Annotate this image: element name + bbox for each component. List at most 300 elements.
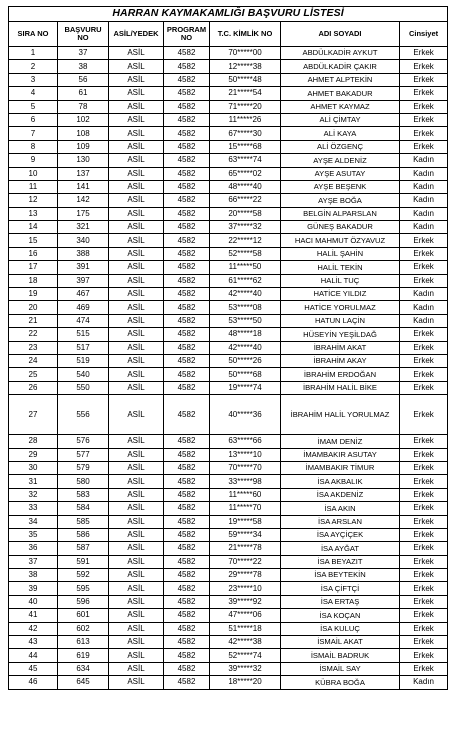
cell-cins: Erkek <box>400 127 448 140</box>
cell-tc: 11*****70 <box>210 502 281 515</box>
cell-cins: Erkek <box>400 261 448 274</box>
cell-program: 4582 <box>164 395 210 435</box>
cell-asil: ASİL <box>109 234 164 247</box>
applicant-table <box>8 6 448 690</box>
cell-ad: GÜNEŞ BAKADUR <box>281 221 400 234</box>
cell-ad: ABDÜLKADİR AYKUT <box>281 47 400 60</box>
cell-program: 4582 <box>164 341 210 354</box>
cell-tc: 15*****68 <box>210 140 281 153</box>
table-row <box>9 475 448 488</box>
cell-tc: 53*****50 <box>210 314 281 327</box>
cell-ad: İSA KOÇAN <box>281 609 400 622</box>
cell-program: 4582 <box>164 140 210 153</box>
cell-sira: 4 <box>9 87 58 100</box>
cell-sira: 18 <box>9 274 58 287</box>
cell-basvuru: 38 <box>58 60 109 73</box>
cell-tc: 48*****18 <box>210 328 281 341</box>
cell-tc: 20*****58 <box>210 207 281 220</box>
cell-ad: İSA ÇİFTÇİ <box>281 582 400 595</box>
cell-sira: 23 <box>9 341 58 354</box>
cell-tc: 18*****20 <box>210 676 281 689</box>
cell-ad: İSA BEYTEKİN <box>281 569 400 582</box>
cell-tc: 71*****20 <box>210 100 281 113</box>
cell-program: 4582 <box>164 662 210 675</box>
cell-asil: ASİL <box>109 207 164 220</box>
cell-program: 4582 <box>164 555 210 568</box>
cell-sira: 2 <box>9 60 58 73</box>
cell-ad: İBRAHİM HALİL BİKE <box>281 381 400 394</box>
cell-program: 4582 <box>164 154 210 167</box>
cell-tc: 59*****34 <box>210 528 281 541</box>
cell-program: 4582 <box>164 609 210 622</box>
cell-tc: 40*****36 <box>210 395 281 435</box>
cell-tc: 53*****08 <box>210 301 281 314</box>
cell-ad: İSA AKDENİZ <box>281 488 400 501</box>
table-row <box>9 194 448 207</box>
cell-program: 4582 <box>164 622 210 635</box>
cell-asil: ASİL <box>109 341 164 354</box>
cell-ad: İMAMBAKIR TİMUR <box>281 461 400 474</box>
cell-asil: ASİL <box>109 314 164 327</box>
cell-cins: Erkek <box>400 649 448 662</box>
cell-cins: Kadın <box>400 288 448 301</box>
cell-program: 4582 <box>164 582 210 595</box>
cell-basvuru: 515 <box>58 328 109 341</box>
col-header-cins: Cinsiyet <box>400 22 448 47</box>
cell-ad: İMAM DENİZ <box>281 435 400 448</box>
cell-basvuru: 137 <box>58 167 109 180</box>
cell-cins: Erkek <box>400 582 448 595</box>
table-row <box>9 502 448 515</box>
cell-basvuru: 619 <box>58 649 109 662</box>
cell-asil: ASİL <box>109 100 164 113</box>
cell-sira: 33 <box>9 502 58 515</box>
cell-sira: 39 <box>9 582 58 595</box>
cell-program: 4582 <box>164 261 210 274</box>
cell-program: 4582 <box>164 167 210 180</box>
cell-sira: 3 <box>9 73 58 86</box>
cell-basvuru: 340 <box>58 234 109 247</box>
table-row <box>9 261 448 274</box>
cell-cins: Erkek <box>400 435 448 448</box>
cell-basvuru: 613 <box>58 636 109 649</box>
table-row <box>9 234 448 247</box>
cell-asil: ASİL <box>109 609 164 622</box>
cell-sira: 19 <box>9 288 58 301</box>
cell-tc: 33*****98 <box>210 475 281 488</box>
cell-ad: AHMET BAKADUR <box>281 87 400 100</box>
cell-asil: ASİL <box>109 354 164 367</box>
table-row <box>9 622 448 635</box>
cell-program: 4582 <box>164 194 210 207</box>
cell-basvuru: 61 <box>58 87 109 100</box>
cell-asil: ASİL <box>109 649 164 662</box>
col-header-ad: ADI SOYADI <box>281 22 400 47</box>
table-row <box>9 154 448 167</box>
cell-basvuru: 579 <box>58 461 109 474</box>
cell-sira: 37 <box>9 555 58 568</box>
cell-tc: 42*****40 <box>210 288 281 301</box>
cell-tc: 63*****74 <box>210 154 281 167</box>
cell-basvuru: 391 <box>58 261 109 274</box>
cell-cins: Erkek <box>400 488 448 501</box>
cell-asil: ASİL <box>109 448 164 461</box>
cell-asil: ASİL <box>109 194 164 207</box>
cell-asil: ASİL <box>109 221 164 234</box>
cell-cins: Erkek <box>400 113 448 126</box>
cell-cins: Erkek <box>400 395 448 435</box>
col-header-sira: SIRA NO <box>9 22 58 47</box>
col-header-basvuru: BAŞVURU NO <box>58 22 109 47</box>
cell-cins: Erkek <box>400 622 448 635</box>
cell-basvuru: 601 <box>58 609 109 622</box>
cell-asil: ASİL <box>109 73 164 86</box>
cell-ad: HACI MAHMUT ÖZYAVUZ <box>281 234 400 247</box>
cell-ad: İSA AYĞAT <box>281 542 400 555</box>
cell-sira: 41 <box>9 609 58 622</box>
cell-tc: 29*****78 <box>210 569 281 582</box>
cell-cins: Erkek <box>400 87 448 100</box>
table-row <box>9 100 448 113</box>
cell-tc: 47*****06 <box>210 609 281 622</box>
cell-asil: ASİL <box>109 475 164 488</box>
cell-sira: 8 <box>9 140 58 153</box>
table-row <box>9 676 448 689</box>
cell-ad: AHMET ALPTEKİN <box>281 73 400 86</box>
table-row <box>9 73 448 86</box>
cell-ad: BELGİN ALPARSLAN <box>281 207 400 220</box>
cell-tc: 42*****38 <box>210 636 281 649</box>
cell-tc: 23*****10 <box>210 582 281 595</box>
cell-tc: 22*****12 <box>210 234 281 247</box>
cell-ad: İBRAHİM AKAY <box>281 354 400 367</box>
cell-tc: 42*****40 <box>210 341 281 354</box>
cell-program: 4582 <box>164 488 210 501</box>
cell-basvuru: 37 <box>58 47 109 60</box>
cell-program: 4582 <box>164 247 210 260</box>
cell-sira: 20 <box>9 301 58 314</box>
cell-ad: HALİL TEKİN <box>281 261 400 274</box>
cell-basvuru: 645 <box>58 676 109 689</box>
cell-ad: HALİL ŞAHİN <box>281 247 400 260</box>
cell-cins: Erkek <box>400 448 448 461</box>
cell-sira: 21 <box>9 314 58 327</box>
cell-cins: Kadın <box>400 180 448 193</box>
cell-tc: 52*****74 <box>210 649 281 662</box>
table-row <box>9 435 448 448</box>
table-row <box>9 569 448 582</box>
header-row <box>9 22 448 47</box>
applicant-list-sheet <box>8 6 447 690</box>
cell-cins: Erkek <box>400 140 448 153</box>
cell-tc: 70*****70 <box>210 461 281 474</box>
cell-basvuru: 519 <box>58 354 109 367</box>
cell-cins: Kadın <box>400 301 448 314</box>
cell-asil: ASİL <box>109 461 164 474</box>
cell-program: 4582 <box>164 515 210 528</box>
cell-program: 4582 <box>164 569 210 582</box>
cell-sira: 5 <box>9 100 58 113</box>
cell-asil: ASİL <box>109 47 164 60</box>
table-row <box>9 140 448 153</box>
cell-tc: 37*****32 <box>210 221 281 234</box>
cell-cins: Kadın <box>400 154 448 167</box>
cell-basvuru: 108 <box>58 127 109 140</box>
table-row <box>9 488 448 501</box>
cell-cins: Erkek <box>400 341 448 354</box>
cell-sira: 26 <box>9 381 58 394</box>
cell-cins: Erkek <box>400 461 448 474</box>
cell-program: 4582 <box>164 368 210 381</box>
cell-sira: 34 <box>9 515 58 528</box>
table-row <box>9 515 448 528</box>
cell-asil: ASİL <box>109 328 164 341</box>
cell-program: 4582 <box>164 542 210 555</box>
cell-sira: 46 <box>9 676 58 689</box>
cell-ad: İBRAHİM HALİL YORULMAZ <box>281 395 400 435</box>
cell-ad: AYŞE BEŞENK <box>281 180 400 193</box>
cell-sira: 38 <box>9 569 58 582</box>
cell-asil: ASİL <box>109 87 164 100</box>
table-row <box>9 180 448 193</box>
col-header-tc: T.C. KİMLİK NO <box>210 22 281 47</box>
table-row <box>9 301 448 314</box>
cell-ad: HATUN LAÇİN <box>281 314 400 327</box>
cell-basvuru: 102 <box>58 113 109 126</box>
cell-tc: 66*****22 <box>210 194 281 207</box>
cell-basvuru: 130 <box>58 154 109 167</box>
cell-program: 4582 <box>164 595 210 608</box>
cell-ad: HATİCE YORULMAZ <box>281 301 400 314</box>
col-header-asil: ASİL/YEDEK <box>109 22 164 47</box>
cell-basvuru: 592 <box>58 569 109 582</box>
cell-ad: İSA AKIN <box>281 502 400 515</box>
cell-sira: 43 <box>9 636 58 649</box>
table-row <box>9 47 448 60</box>
table-row <box>9 368 448 381</box>
cell-sira: 6 <box>9 113 58 126</box>
cell-program: 4582 <box>164 354 210 367</box>
cell-program: 4582 <box>164 73 210 86</box>
cell-sira: 9 <box>9 154 58 167</box>
cell-ad: İSA ARSLAN <box>281 515 400 528</box>
cell-program: 4582 <box>164 314 210 327</box>
cell-asil: ASİL <box>109 435 164 448</box>
cell-basvuru: 467 <box>58 288 109 301</box>
cell-program: 4582 <box>164 113 210 126</box>
cell-asil: ASİL <box>109 261 164 274</box>
cell-cins: Erkek <box>400 475 448 488</box>
cell-tc: 70*****00 <box>210 47 281 60</box>
table-row <box>9 555 448 568</box>
table-row <box>9 595 448 608</box>
table-row <box>9 582 448 595</box>
cell-sira: 28 <box>9 435 58 448</box>
cell-ad: İSA BEYAZIT <box>281 555 400 568</box>
table-row <box>9 461 448 474</box>
cell-basvuru: 175 <box>58 207 109 220</box>
cell-basvuru: 78 <box>58 100 109 113</box>
cell-basvuru: 556 <box>58 395 109 435</box>
cell-tc: 12*****38 <box>210 60 281 73</box>
cell-tc: 67*****30 <box>210 127 281 140</box>
cell-sira: 35 <box>9 528 58 541</box>
cell-basvuru: 469 <box>58 301 109 314</box>
cell-asil: ASİL <box>109 127 164 140</box>
table-row <box>9 274 448 287</box>
cell-program: 4582 <box>164 636 210 649</box>
cell-sira: 40 <box>9 595 58 608</box>
cell-ad: İSA AKBALIK <box>281 475 400 488</box>
cell-asil: ASİL <box>109 502 164 515</box>
cell-ad: İMAMBAKIR ASUTAY <box>281 448 400 461</box>
cell-asil: ASİL <box>109 622 164 635</box>
cell-program: 4582 <box>164 301 210 314</box>
cell-program: 4582 <box>164 328 210 341</box>
cell-cins: Erkek <box>400 247 448 260</box>
cell-cins: Erkek <box>400 662 448 675</box>
cell-sira: 7 <box>9 127 58 140</box>
cell-cins: Erkek <box>400 234 448 247</box>
cell-asil: ASİL <box>109 288 164 301</box>
cell-tc: 51*****18 <box>210 622 281 635</box>
cell-cins: Erkek <box>400 100 448 113</box>
cell-asil: ASİL <box>109 636 164 649</box>
cell-ad: AYŞE ALDENİZ <box>281 154 400 167</box>
cell-cins: Kadın <box>400 207 448 220</box>
cell-sira: 30 <box>9 461 58 474</box>
cell-basvuru: 517 <box>58 341 109 354</box>
cell-sira: 29 <box>9 448 58 461</box>
cell-tc: 19*****58 <box>210 515 281 528</box>
cell-asil: ASİL <box>109 662 164 675</box>
cell-cins: Kadın <box>400 167 448 180</box>
cell-sira: 24 <box>9 354 58 367</box>
cell-basvuru: 142 <box>58 194 109 207</box>
cell-tc: 50*****26 <box>210 354 281 367</box>
table-row <box>9 247 448 260</box>
cell-sira: 15 <box>9 234 58 247</box>
cell-sira: 13 <box>9 207 58 220</box>
cell-sira: 12 <box>9 194 58 207</box>
cell-basvuru: 583 <box>58 488 109 501</box>
cell-cins: Erkek <box>400 515 448 528</box>
cell-program: 4582 <box>164 435 210 448</box>
cell-asil: ASİL <box>109 247 164 260</box>
cell-basvuru: 591 <box>58 555 109 568</box>
cell-ad: KÜBRA BOĞA <box>281 676 400 689</box>
table-row <box>9 167 448 180</box>
list-title: HARRAN KAYMAKAMLIĞI BAŞVURU LİSTESİ <box>9 7 448 22</box>
cell-asil: ASİL <box>109 515 164 528</box>
table-row <box>9 354 448 367</box>
cell-basvuru: 56 <box>58 73 109 86</box>
cell-basvuru: 576 <box>58 435 109 448</box>
cell-program: 4582 <box>164 47 210 60</box>
cell-basvuru: 586 <box>58 528 109 541</box>
table-row <box>9 60 448 73</box>
cell-ad: AYŞE ASUTAY <box>281 167 400 180</box>
cell-sira: 16 <box>9 247 58 260</box>
cell-ad: ALİ KAYA <box>281 127 400 140</box>
cell-tc: 61*****62 <box>210 274 281 287</box>
cell-ad: ABDÜLKADİR ÇAKIR <box>281 60 400 73</box>
cell-asil: ASİL <box>109 381 164 394</box>
cell-cins: Erkek <box>400 542 448 555</box>
cell-cins: Erkek <box>400 569 448 582</box>
cell-ad: ALİ ÖZGENÇ <box>281 140 400 153</box>
cell-sira: 27 <box>9 395 58 435</box>
cell-cins: Kadın <box>400 194 448 207</box>
cell-ad: İSMAİL AKAT <box>281 636 400 649</box>
cell-asil: ASİL <box>109 113 164 126</box>
table-row <box>9 528 448 541</box>
cell-cins: Erkek <box>400 274 448 287</box>
cell-basvuru: 577 <box>58 448 109 461</box>
cell-basvuru: 109 <box>58 140 109 153</box>
cell-ad: İSA ERTAŞ <box>281 595 400 608</box>
cell-basvuru: 602 <box>58 622 109 635</box>
cell-basvuru: 584 <box>58 502 109 515</box>
cell-program: 4582 <box>164 127 210 140</box>
cell-tc: 11*****50 <box>210 261 281 274</box>
cell-cins: Erkek <box>400 636 448 649</box>
cell-cins: Erkek <box>400 60 448 73</box>
table-row <box>9 207 448 220</box>
cell-cins: Erkek <box>400 528 448 541</box>
cell-tc: 52*****58 <box>210 247 281 260</box>
cell-asil: ASİL <box>109 488 164 501</box>
cell-cins: Kadın <box>400 676 448 689</box>
cell-tc: 48*****40 <box>210 180 281 193</box>
cell-tc: 39*****32 <box>210 662 281 675</box>
cell-basvuru: 634 <box>58 662 109 675</box>
cell-asil: ASİL <box>109 569 164 582</box>
cell-tc: 11*****26 <box>210 113 281 126</box>
cell-asil: ASİL <box>109 167 164 180</box>
cell-program: 4582 <box>164 649 210 662</box>
cell-program: 4582 <box>164 461 210 474</box>
cell-ad: İBRAHİM AKAT <box>281 341 400 354</box>
cell-basvuru: 587 <box>58 542 109 555</box>
cell-cins: Erkek <box>400 328 448 341</box>
cell-tc: 65*****02 <box>210 167 281 180</box>
cell-cins: Kadın <box>400 221 448 234</box>
cell-sira: 42 <box>9 622 58 635</box>
cell-program: 4582 <box>164 448 210 461</box>
cell-ad: İSMAİL BADRUK <box>281 649 400 662</box>
cell-basvuru: 596 <box>58 595 109 608</box>
cell-cins: Erkek <box>400 555 448 568</box>
cell-program: 4582 <box>164 288 210 301</box>
cell-sira: 1 <box>9 47 58 60</box>
cell-program: 4582 <box>164 100 210 113</box>
cell-asil: ASİL <box>109 180 164 193</box>
cell-basvuru: 388 <box>58 247 109 260</box>
cell-basvuru: 580 <box>58 475 109 488</box>
cell-basvuru: 474 <box>58 314 109 327</box>
table-row <box>9 542 448 555</box>
cell-program: 4582 <box>164 475 210 488</box>
cell-program: 4582 <box>164 180 210 193</box>
cell-basvuru: 585 <box>58 515 109 528</box>
cell-sira: 31 <box>9 475 58 488</box>
cell-program: 4582 <box>164 676 210 689</box>
cell-sira: 25 <box>9 368 58 381</box>
cell-cins: Erkek <box>400 354 448 367</box>
cell-cins: Erkek <box>400 47 448 60</box>
cell-basvuru: 550 <box>58 381 109 394</box>
